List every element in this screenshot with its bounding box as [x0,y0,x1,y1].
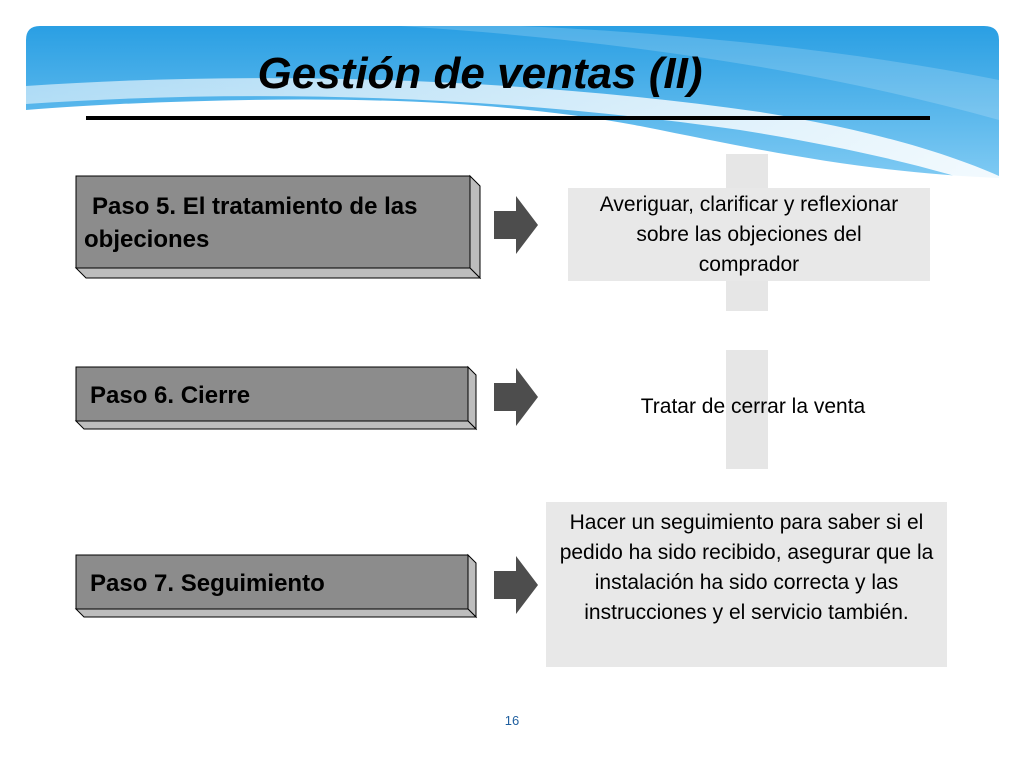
step-6-label: Paso 6. Cierre [90,382,251,409]
arrow-right-icon [494,368,540,426]
step-5-description: Averiguar, clarificar y reflexionar sobre las objeciones del comprador [599,193,899,276]
slide-title: Gestión de ventas (II) [257,49,703,98]
step-6-box [76,367,480,431]
arrow-right-icon [494,556,540,614]
arrow-right-icon [494,196,540,254]
step-5-label: Paso 5. El tratamiento de las objeciones [84,193,418,253]
step-7-box [76,555,480,619]
title-underline [86,116,930,120]
page-number: 16 [504,713,520,728]
step-7-label: Paso 7. Seguimiento [90,570,325,597]
step-7-description: Hacer un seguimiento para saber si el pedido ha sido recibido, asegurar que la instalación ha sido correcta y las instrucciones y el servicio también. [559,511,934,624]
step-6-description: Tratar de cerrar la venta [640,395,866,418]
step-5-box [76,176,484,280]
